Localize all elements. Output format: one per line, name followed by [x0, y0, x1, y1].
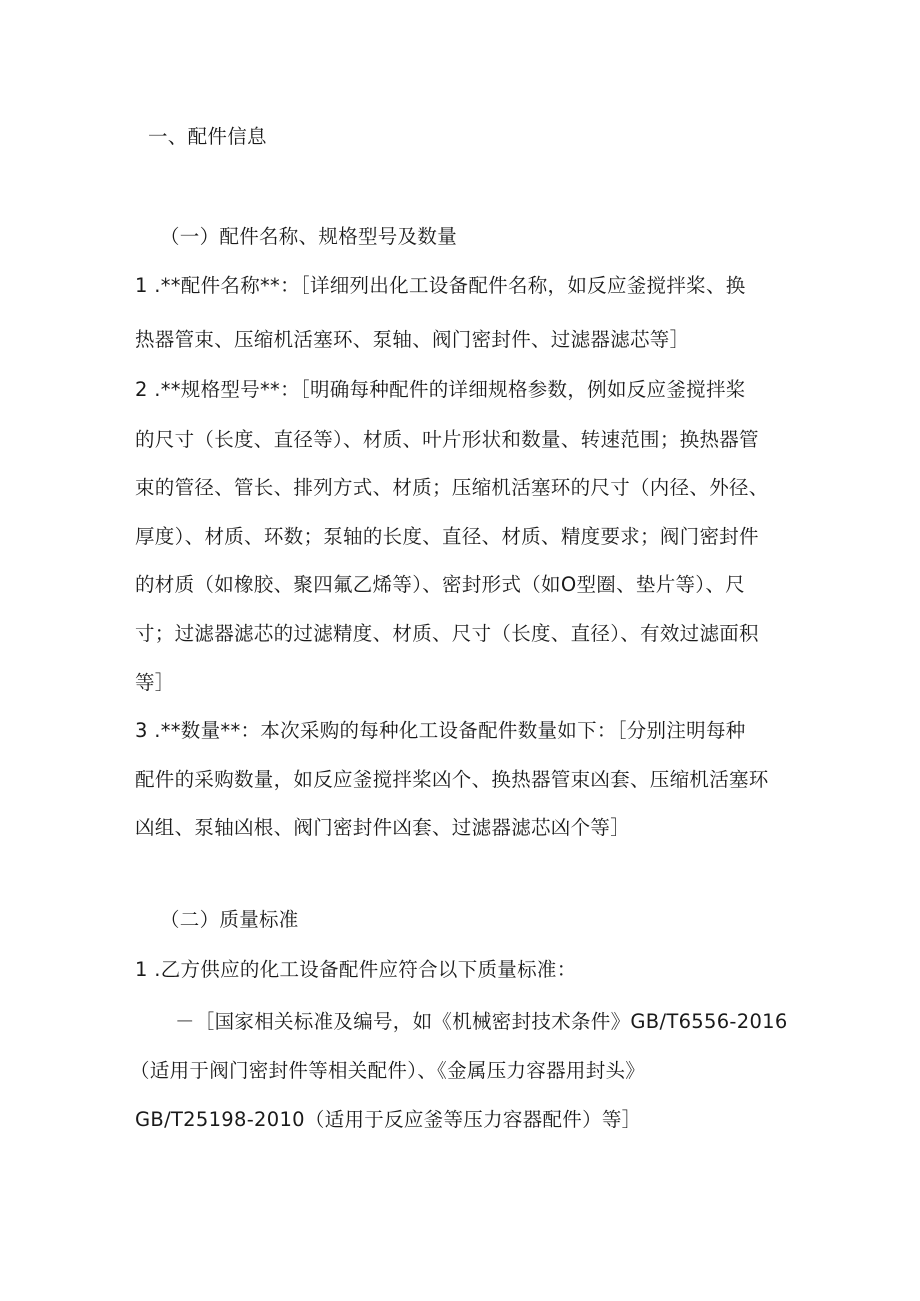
standard-line: （适用于阀门密封件等相关配件）、《金属压力容器用封头》	[130, 1059, 646, 1082]
subsection-title-quality: （二）质量标准	[160, 908, 299, 931]
paragraph-line: 的尺寸（长度、直径等）、材质、叶片形状和数量、转速范围；换热器管	[135, 428, 759, 451]
paragraph-line: 1 .**配件名称**：［详细列出化工设备配件名称，如反应釜搅拌桨、换	[135, 274, 746, 297]
paragraph-line: 配件的采购数量，如反应釜搅拌桨凶个、换热器管束凶套、压缩机活塞环	[135, 768, 769, 791]
subsection-title-spec: （一）配件名称、规格型号及数量	[160, 225, 458, 248]
paragraph-line: 2 .**规格型号**：［明确每种配件的详细规格参数，例如反应釜搅拌桨	[135, 378, 746, 401]
paragraph-line: 1 .乙方供应的化工设备配件应符合以下质量标准：	[135, 958, 577, 981]
paragraph-line: 凶组、泵轴凶根、阀门密封件凶套、过滤器滤芯凶个等］	[135, 816, 631, 839]
paragraph-line: 热器管束、压缩机活塞环、泵轴、阀门密封件、过滤器滤芯等］	[135, 328, 690, 351]
paragraph-line: 寸；过滤器滤芯的过滤精度、材质、尺寸（长度、直径）、有效过滤面积	[135, 622, 759, 645]
paragraph-line: 等］	[135, 671, 175, 694]
paragraph-line: 3 .**数量**：本次采购的每种化工设备配件数量如下：［分别注明每种	[135, 719, 746, 742]
section-title: 一、配件信息	[148, 125, 267, 148]
standard-line: －［国家相关标准及编号，如《机械密封技术条件》GB/T6556-2016	[175, 1010, 788, 1033]
paragraph-line: 厚度）、材质、环数；泵轴的长度、直径、材质、精度要求；阀门密封件	[135, 525, 759, 548]
paragraph-line: 的材质（如橡胶、聚四氟乙烯等）、密封形式（如O型圈、垫片等）、尺	[135, 573, 745, 596]
standard-line: GB/T25198-2010（适用于反应釜等压力容器配件）等］	[135, 1108, 642, 1131]
paragraph-line: 束的管径、管长、排列方式、材质；压缩机活塞环的尺寸（内径、外径、	[135, 476, 769, 499]
